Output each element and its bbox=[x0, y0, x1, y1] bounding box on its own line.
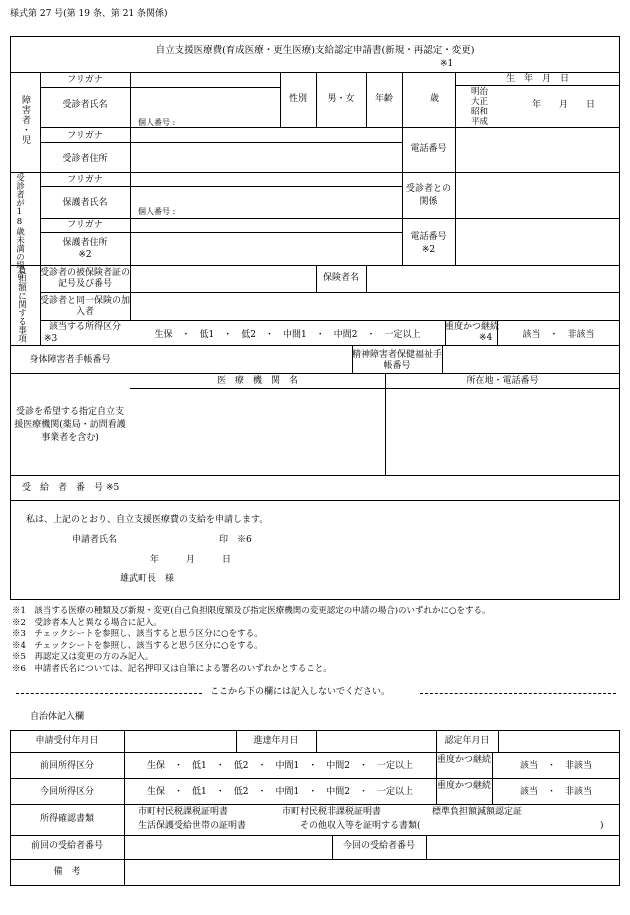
guardian-individual-number: 個人番号 : bbox=[138, 207, 176, 216]
guardian-phone-note: ※2 bbox=[421, 245, 436, 255]
guardian-name-label: 保護者氏名 bbox=[62, 198, 108, 208]
office-section-title: 自治体記入欄 bbox=[30, 712, 85, 722]
curr-severe-label: 重度かつ継続 bbox=[436, 781, 491, 791]
proof-taxed[interactable]: 市町村民税課税証明書 bbox=[138, 807, 229, 817]
patient-address-input[interactable] bbox=[131, 143, 401, 171]
severe-label: 重度かつ継続 bbox=[445, 322, 500, 332]
seal-label: 印 ※6 bbox=[219, 535, 252, 545]
era-taisho: 大正 bbox=[471, 97, 489, 107]
burden-group-label: 負担額に関する事項 bbox=[16, 266, 27, 343]
recipient-label: 受 給 者 番 号 bbox=[22, 483, 104, 493]
application-date[interactable]: 年 月 日 bbox=[150, 555, 232, 565]
patient-group-label: 障害者・児 bbox=[20, 95, 30, 145]
members-label: 受診者と同一保険の加入者 bbox=[40, 296, 131, 317]
recipient-number-input[interactable] bbox=[131, 476, 619, 500]
institution-address-input[interactable] bbox=[386, 389, 619, 474]
prev-number-label: 前回の受給者番号 bbox=[30, 841, 103, 851]
note-4: ※4 チェックシートを参照し、該当すると思う区分に○をする。 bbox=[12, 640, 263, 651]
era-meiji: 明治 bbox=[471, 87, 489, 97]
insured-label: 受診者の被保険者証の記号及び番号 bbox=[40, 268, 131, 289]
members-input[interactable] bbox=[131, 293, 619, 319]
relation-label: 受診者との関係 bbox=[405, 184, 451, 207]
age-unit: 歳 bbox=[430, 94, 440, 104]
proof-nontaxed[interactable]: 市町村民税非課税証明書 bbox=[282, 807, 382, 817]
birth-header: 生 年 月 日 bbox=[505, 74, 569, 84]
guardian-phone-input[interactable] bbox=[456, 219, 619, 264]
proof-welfare[interactable]: 生活保護受給世帯の証明書 bbox=[138, 821, 247, 831]
prev-severe-label: 重度かつ継続 bbox=[436, 755, 491, 765]
patient-phone-label: 電話番号 bbox=[410, 144, 447, 154]
note-5: ※5 再認定又は変更の方のみ記入。 bbox=[12, 652, 154, 662]
curr-income-label: 今回所得区分 bbox=[39, 787, 94, 797]
insurer-input[interactable] bbox=[367, 266, 619, 292]
curr-income-options[interactable]: 生保 ・ 低1 ・ 低2 ・ 中間1 ・ 中間2 ・ 一定以上 bbox=[147, 787, 413, 797]
guardian-name-input[interactable] bbox=[131, 187, 401, 217]
guardian-address-note: ※2 bbox=[78, 250, 92, 260]
patient-name-input[interactable] bbox=[131, 88, 279, 127]
mental-input[interactable] bbox=[443, 346, 619, 373]
era-list[interactable] bbox=[471, 87, 488, 127]
send-date-label: 進達年月日 bbox=[253, 736, 299, 746]
institution-col-address: 所在地・電話番号 bbox=[466, 376, 539, 386]
furigana-label: フリガナ bbox=[67, 220, 103, 230]
curr-number-label: 今回の受給者番号 bbox=[342, 841, 415, 851]
curr-severe-options[interactable]: 該当 ・ 非該当 bbox=[519, 787, 592, 797]
handbook-input[interactable] bbox=[131, 346, 351, 373]
apply-date-input[interactable] bbox=[125, 731, 235, 751]
apply-date-label: 申請受付年月日 bbox=[35, 736, 99, 746]
cut-line-text: ここから下の欄には記入しないでください。 bbox=[210, 687, 391, 697]
addressee: 雄武町長 様 bbox=[120, 574, 175, 584]
proof-reduction[interactable]: 標準負担額減額認定証 bbox=[432, 807, 523, 817]
cert-date-label: 認定年月日 bbox=[444, 736, 490, 746]
relation-input[interactable] bbox=[456, 173, 619, 217]
patient-individual-number: 個人番号 : bbox=[138, 118, 176, 127]
birth-date-fields[interactable]: 年 月 日 bbox=[532, 100, 596, 110]
remarks-label: 備 考 bbox=[53, 867, 81, 877]
guardian-address-input[interactable] bbox=[131, 233, 401, 264]
curr-number-input[interactable] bbox=[427, 836, 619, 858]
furigana-label: フリガナ bbox=[67, 75, 103, 85]
sex-label: 性別 bbox=[288, 94, 307, 104]
applicant-label: 申請者氏名 bbox=[72, 535, 118, 545]
age-input[interactable] bbox=[403, 73, 453, 126]
handbook-label: 身体障害者手帳番号 bbox=[29, 355, 111, 365]
insured-number-input[interactable] bbox=[131, 266, 315, 292]
note-1: ※1 該当する医療の種類及び新規・変更(自己負担限度額及び指定医療機関の変更認定の申請の場合)のいずれかに○をする。 bbox=[12, 606, 491, 616]
era-heisei: 平成 bbox=[471, 117, 489, 127]
severe-note: ※4 bbox=[479, 333, 493, 343]
institution-col-name: 医 療 機 関 名 bbox=[216, 376, 298, 386]
remarks-input[interactable] bbox=[125, 860, 619, 885]
applicant-name-input[interactable] bbox=[130, 531, 215, 545]
age-label: 年齢 bbox=[374, 94, 393, 104]
notes-list bbox=[12, 606, 490, 675]
furigana-label: フリガナ bbox=[67, 175, 103, 185]
send-date-input[interactable] bbox=[317, 731, 435, 751]
prev-severe-options[interactable]: 該当 ・ 非該当 bbox=[519, 761, 592, 771]
prev-income-options[interactable]: 生保 ・ 低1 ・ 低2 ・ 中間1 ・ 中間2 ・ 一定以上 bbox=[147, 761, 413, 771]
insurer-label: 保険者名 bbox=[322, 273, 359, 283]
guardian-address-label: 保護者住所 bbox=[62, 238, 108, 248]
mental-label: 精神障害者保健福祉手帳番号 bbox=[352, 350, 443, 371]
patient-phone-input[interactable] bbox=[456, 128, 619, 171]
guardian-phone-label: 電話番号 bbox=[410, 232, 447, 242]
era-showa: 昭和 bbox=[471, 107, 489, 117]
institution-name-input[interactable] bbox=[131, 389, 384, 474]
note-2: ※2 受診者本人と異なる場合に記入。 bbox=[12, 617, 162, 628]
proof-other-close: ) bbox=[600, 821, 604, 831]
note-3: ※3 チェックシートを参照し、該当すると思う区分に○をする。 bbox=[12, 629, 263, 639]
proof-label: 所得確認書類 bbox=[39, 814, 94, 824]
form-title: 自立支援医療費(育成医療・更生医療)支給認定申請書(新規・再認定・変更) bbox=[155, 45, 475, 56]
prev-number-input[interactable] bbox=[125, 836, 331, 858]
income-options[interactable]: 生保 ・ 低1 ・ 低2 ・ 中間1 ・ 中間2 ・ 一定以上 bbox=[154, 330, 421, 340]
sex-options[interactable]: 男・女 bbox=[327, 94, 355, 104]
income-label: 該当する所得区分 bbox=[48, 322, 121, 332]
severe-options[interactable]: 該当 ・ 非該当 bbox=[522, 330, 595, 340]
declaration-text: 私は、上記のとおり、自立支援医療費の支給を申請します。 bbox=[26, 515, 269, 525]
form-number: 様式第 27 号(第 19 条、第 21 条関係) bbox=[10, 9, 168, 19]
institution-label: 受診を希望する指定自立支援医療機関(薬局・訪問看護事業者を含む) bbox=[14, 407, 126, 443]
note-6: ※6 申請者氏名については、記名押印又は自筆による署名のいずれかとすること。 bbox=[12, 663, 332, 674]
guardian-group-label: 受診者が18歳未満の場合 bbox=[14, 173, 25, 278]
recipient-note: ※5 bbox=[106, 483, 120, 493]
proof-other[interactable]: その他収入等を証明する書類( bbox=[300, 821, 421, 831]
income-note: ※3 bbox=[44, 334, 58, 344]
patient-address-label: 受診者住所 bbox=[62, 154, 108, 164]
patient-name-label: 受診者氏名 bbox=[62, 100, 108, 110]
title-note: ※1 bbox=[440, 59, 454, 69]
prev-income-label: 前回所得区分 bbox=[39, 761, 94, 771]
furigana-label: フリガナ bbox=[67, 131, 103, 141]
cert-date-input[interactable] bbox=[499, 731, 619, 751]
